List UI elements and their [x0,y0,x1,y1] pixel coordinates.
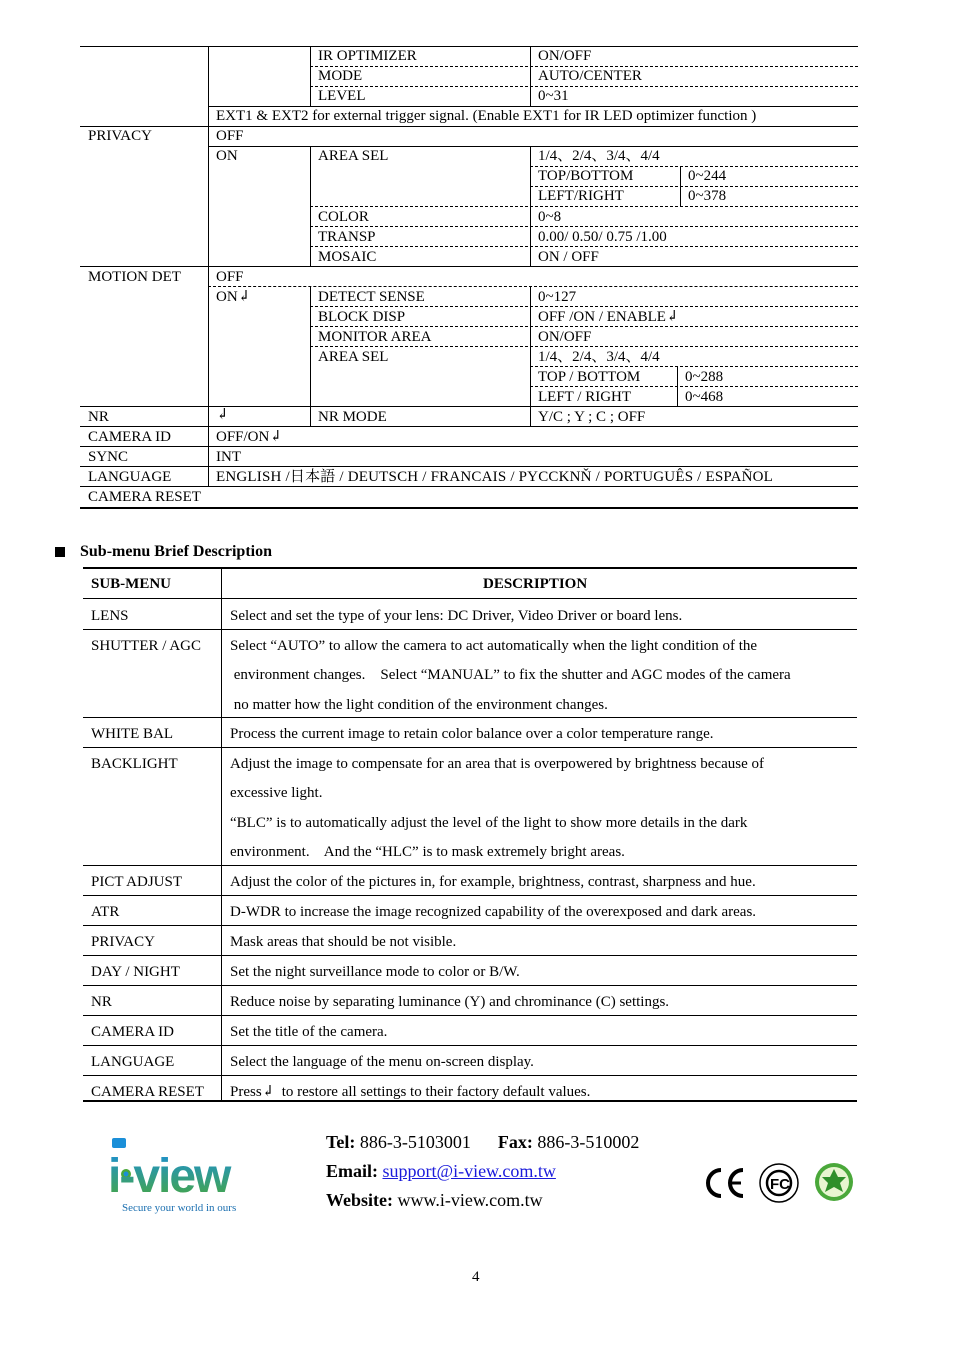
privacy-transp-label: TRANSP [318,229,376,245]
row-divider [83,629,857,630]
motion-area-sel-value: 1/4、2/4、3/4、4/4 [538,349,660,365]
motion-area-sel-label: AREA SEL [318,349,389,365]
submenu-description-line: Adjust the color of the pictures in, for example, brightness, contrast, sharpness and hue. [230,874,756,890]
row-divider [80,446,858,447]
language-label: LANGUAGE [88,469,172,485]
privacy-mosaic-value: ON / OFF [538,249,599,265]
svg-text:Secure your world in ours: Secure your world in ours [122,1202,237,1214]
row-divider [208,146,858,147]
privacy-area-sel-label: AREA SEL [318,148,389,164]
sync-label: SYNC [88,449,129,465]
submenu-name: SHUTTER / AGC [91,638,202,654]
col-divider [310,146,311,267]
motion-det-label: MOTION DET [88,269,181,285]
motion-top-bottom-label: TOP / BOTTOM [538,369,641,385]
privacy-top-bottom-label: TOP/BOTTOM [538,168,634,184]
sync-value: INT [216,449,241,465]
row-divider [83,895,857,896]
col-divider [530,146,531,267]
row-divider [310,86,858,87]
row-divider [310,306,858,307]
privacy-mosaic-label: MOSAIC [318,249,377,265]
submenu-description-line: no matter how the light condition of the environment changes. [230,696,608,713]
row-divider [310,326,858,327]
header-divider [83,598,857,599]
row-divider [530,386,858,387]
row-divider [80,426,858,427]
detect-sense-value: 0~127 [538,289,577,305]
monitor-area-value: ON/OFF [538,329,592,345]
privacy-color-label: COLOR [318,209,369,225]
col-divider [530,286,531,427]
col-header-description: DESCRIPTION [483,576,588,592]
privacy-left-right-label: LEFT/RIGHT [538,188,624,204]
row-divider [530,366,858,367]
submenu-description-line: Process the current image to retain color balance over a color temperature range. [230,726,714,742]
submenu-description-line: excessive light. [230,785,323,802]
row-divider [310,206,858,207]
submenu-description-line: Press↲ to restore all settings to their factory default values. [230,1084,591,1100]
ce-mark-icon [703,1166,747,1200]
row-divider [83,747,857,748]
table-border [83,1100,857,1102]
fcc-mark-icon [758,1162,800,1204]
submenu-name: PICT ADJUST [91,874,182,890]
table-border [80,46,858,47]
camera-id-label: CAMERA ID [88,429,171,445]
tel-value: 886-3-5103001 [359,1132,471,1152]
language-value: ENGLISH /日本語 / DEUTSCH / FRANCAIS / PYCCKNŇ / PORTUGUÊS / ESPAÑOL [216,469,774,485]
motion-left-right-value: 0~468 [685,389,724,405]
mode-label: MODE [318,68,363,84]
block-disp-label: BLOCK DISP [318,309,406,325]
submenu-description-line: Reduce noise by separating luminance (Y) and chrominance (C) settings. [230,994,670,1010]
ir-optimizer-value: ON/OFF [538,48,592,64]
col-divider [310,286,311,427]
tel-label: Tel: [326,1132,356,1152]
contact-email [326,1160,556,1182]
table-border [80,507,858,509]
row-divider [80,266,858,267]
row-divider [83,717,857,718]
submenu-description-line: Mask areas that should be not visible. [230,934,457,950]
submenu-description-line: Select and set the type of your lens: DC Driver, Video Driver or board lens. [230,608,683,624]
submenu-name: NR [91,994,112,1010]
email-label: Email: [326,1161,378,1181]
camera-id-value: OFF/ON↲ [216,429,282,445]
motion-top-bottom-value: 0~288 [685,369,724,385]
privacy-on: ON [216,148,238,164]
logo-icon [104,1136,274,1216]
nr-label: NR [88,409,109,425]
svg-text:FC: FC [770,1176,790,1193]
contact-website [326,1189,543,1211]
fax-label: Fax: [497,1132,533,1152]
page-number: 4 [472,1269,480,1285]
row-divider [83,925,857,926]
privacy-top-bottom-value: 0~244 [688,168,727,184]
row-divider [80,486,858,487]
submenu-name: CAMERA RESET [91,1084,204,1100]
submenu-description-line: Set the title of the camera. [230,1024,388,1040]
submenu-description-line: environment. And the “HLC” is to mask extremely bright areas. [230,843,625,860]
row-divider [310,246,858,247]
fax-value: 886-3-510002 [537,1132,640,1152]
submenu-description-line: D-WDR to increase the image recognized capability of the overexposed and dark areas. [230,904,757,920]
submenu-description-line: Adjust the image to compensate for an area that is overpowered by brightness because of [230,756,764,772]
privacy-color-value: 0~8 [538,209,562,225]
privacy-transp-value: 0.00/ 0.50/ 0.75 /1.00 [538,229,667,245]
svg-text:i-view: i-view [108,1150,230,1203]
section-heading: Sub-menu Brief Description [80,543,272,560]
privacy-left-right-value: 0~378 [688,188,727,204]
level-value: 0~31 [538,88,569,104]
camera-reset-label: CAMERA RESET [88,489,201,505]
submenu-name: LANGUAGE [91,1054,175,1070]
col-divider [677,366,678,407]
row-divider [83,985,857,986]
table-border [83,567,857,569]
row-divider [80,126,858,127]
level-label: LEVEL [318,88,366,104]
col-divider [680,166,681,207]
motion-left-right-label: LEFT / RIGHT [538,389,632,405]
col-header-submenu: SUB-MENU [91,576,172,592]
submenu-description-line: “BLC” is to automatically adjust the level of the light to show more details in the dark [230,814,748,831]
motion-det-off: OFF [216,269,244,285]
row-divider [83,1045,857,1046]
ext-trigger-note: EXT1 & EXT2 for external trigger signal. (Enable EXT1 for IR LED optimizer function ) [216,108,757,124]
contact-tel-fax [326,1131,639,1153]
submenu-description-line: environment changes. Select “MANUAL” to fix the shutter and AGC modes of the camera [230,667,791,684]
submenu-name: DAY / NIGHT [91,964,180,980]
row-divider [83,865,857,866]
ir-optimizer-label: IR OPTIMIZER [318,48,417,64]
privacy-area-sel-value: 1/4、2/4、3/4、4/4 [538,148,660,164]
row-divider [83,1015,857,1016]
privacy-label: PRIVACY [88,128,152,144]
row-divider [80,406,858,407]
privacy-off: OFF [216,128,244,144]
col-divider [310,46,311,107]
row-divider [310,226,858,227]
nr-mode-value: Y/C ; Y ; C ; OFF [538,409,646,425]
row-divider [83,955,857,956]
row-divider [310,346,858,347]
website-label: Website: [326,1190,393,1210]
submenu-name: BACKLIGHT [91,756,178,772]
submenu-name: PRIVACY [91,934,155,950]
email-link[interactable]: support@i-view.com.tw [382,1161,556,1181]
website-value: www.i-view.com.tw [397,1190,543,1210]
row-divider [80,466,858,467]
col-divider [530,46,531,107]
enter-icon: ↲ [216,407,229,423]
col-divider [221,567,222,1101]
bullet-icon [55,547,65,557]
submenu-name: ATR [91,904,120,920]
mode-value: AUTO/CENTER [538,68,642,84]
monitor-area-label: MONITOR AREA [318,329,432,345]
submenu-name: CAMERA ID [91,1024,174,1040]
submenu-description-line: Select the language of the menu on-screen display. [230,1054,534,1070]
eco-mark-icon [813,1161,855,1203]
nr-mode-label: NR MODE [318,409,387,425]
motion-det-on: ON↲ [216,289,251,305]
col-divider [208,46,209,487]
detect-sense-label: DETECT SENSE [318,289,425,305]
submenu-description-line: Set the night surveillance mode to color or B/W. [230,964,520,980]
submenu-description-line: Select “AUTO” to allow the camera to act automatically when the light condition of the [230,638,758,654]
block-disp-value: OFF /ON / ENABLE↲ [538,309,679,325]
svg-text:CE: CE [703,1166,705,1167]
company-logo [104,1136,274,1216]
submenu-name: LENS [91,608,129,624]
row-divider [208,286,858,287]
row-divider [83,1075,857,1076]
submenu-name: WHITE BAL [91,726,174,742]
